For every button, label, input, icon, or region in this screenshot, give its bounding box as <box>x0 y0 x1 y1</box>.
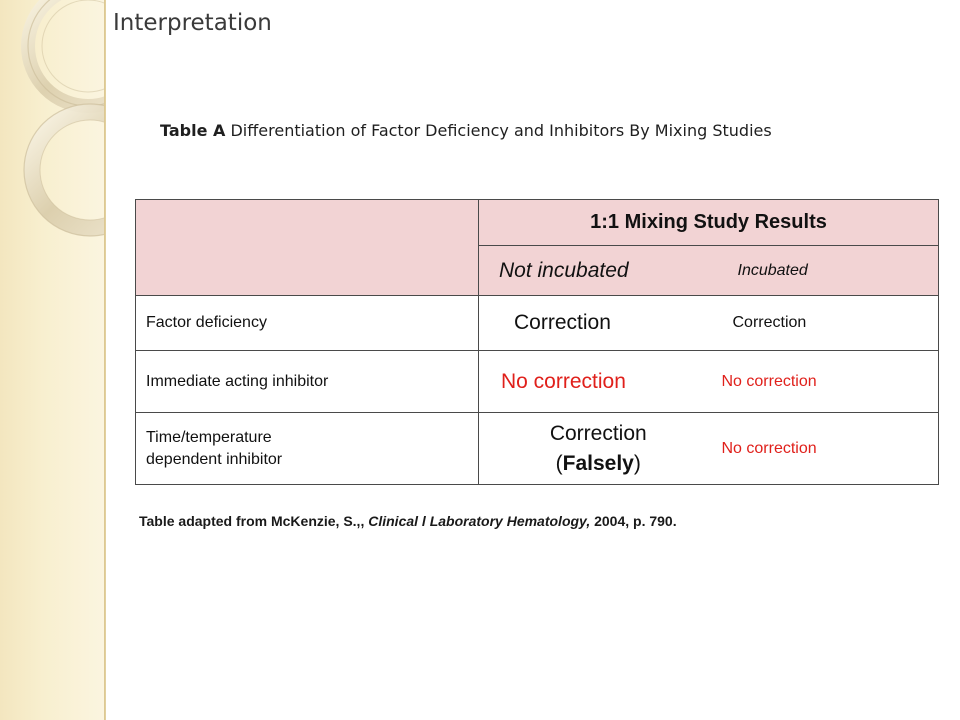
paren-open: ( <box>555 451 563 475</box>
source-citation <box>139 513 677 529</box>
cell-incubated: No correction <box>718 351 939 413</box>
cell-not-incubated: Correction <box>479 296 718 351</box>
table-caption <box>160 121 772 140</box>
paren-close: ) <box>633 451 641 475</box>
cell-line2 <box>479 449 718 479</box>
cell-line1: Correction <box>549 421 647 445</box>
source-title: Clinical l Laboratory Hematology, <box>368 513 591 529</box>
source-suffix: 2004, p. 790. <box>590 513 677 529</box>
table-row <box>136 351 939 413</box>
decorative-rings-graphic <box>0 0 106 720</box>
header-empty-cell <box>136 200 479 296</box>
row-label-line2: dependent inhibitor <box>146 450 283 468</box>
slide-title: Interpretation <box>113 10 272 36</box>
row-label: Factor deficiency <box>136 296 479 351</box>
col-incubated: Incubated <box>718 246 939 296</box>
source-prefix: Table adapted from McKenzie, S.,, <box>139 513 369 529</box>
sidebar-divider <box>104 0 106 720</box>
header-title: 1:1 Mixing Study Results <box>479 200 939 246</box>
row-label-line1: Time/temperature <box>146 428 272 446</box>
row-label: Immediate acting inhibitor <box>136 351 479 413</box>
falsely-emphasis: Falsely <box>562 451 634 475</box>
cell-incubated: No correction <box>718 413 939 485</box>
mixing-study-table <box>135 199 939 485</box>
caption-text: Differentiation of Factor Deficiency and Inhibitors By Mixing Studies <box>230 121 772 140</box>
cell-not-incubated: No correction <box>479 351 718 413</box>
col-not-incubated: Not incubated <box>479 246 718 296</box>
table-row <box>136 296 939 351</box>
row-label <box>136 413 479 485</box>
caption-label: Table A <box>160 121 226 140</box>
decorative-sidebar <box>0 0 106 720</box>
table-header-row <box>136 200 939 246</box>
table-row <box>136 413 939 485</box>
cell-not-incubated <box>479 413 718 485</box>
cell-incubated: Correction <box>718 296 939 351</box>
